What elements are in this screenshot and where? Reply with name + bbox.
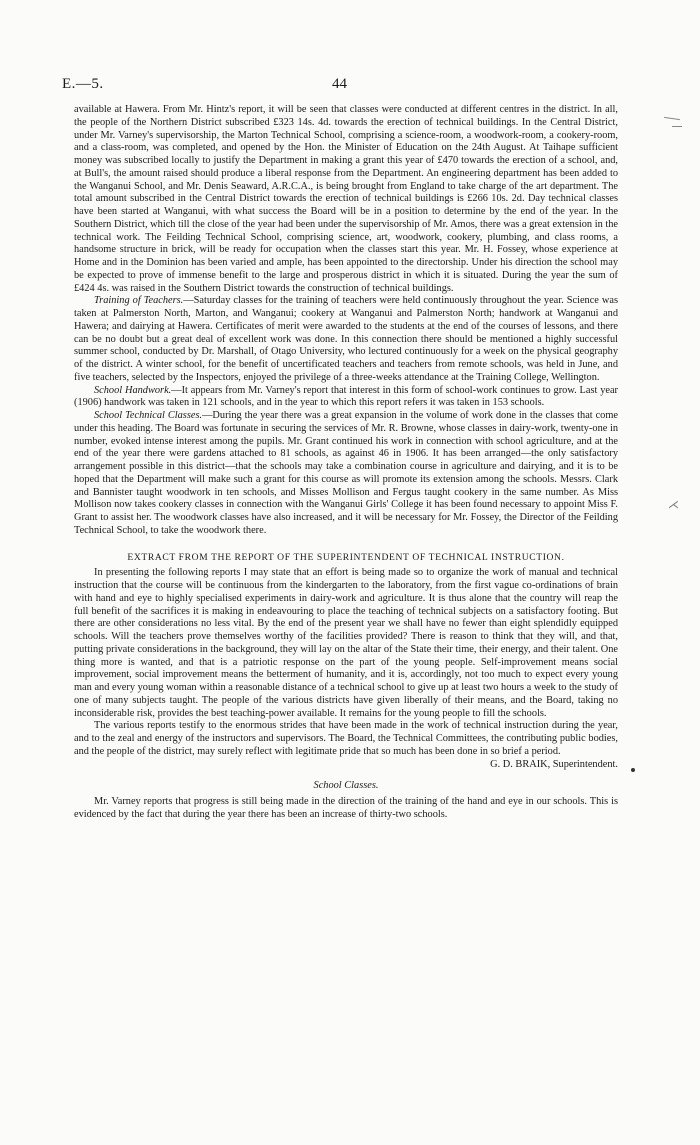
section-title-technical-classes: School Technical Classes. xyxy=(94,410,203,421)
paragraph-school-handwork xyxy=(74,385,618,411)
page-header xyxy=(62,76,632,96)
extract-heading: EXTRACT FROM THE REPORT OF THE SUPERINTENDENT OF TECHNICAL INSTRUCTION. xyxy=(127,551,565,563)
paragraph-text-training: —Saturday classes for the training of teachers were held continuously throughout the year. Science was taken at Palmerston North, Marton, and Wanganui; cookery at Wanganui and Palmerston North; handwork at Wanganui and Hawera; and dairying at Hawera. Certificates of merit were awarded to the students at the end of the courses of lessons, and there can be no doubt but a great deal of excellent work was done. In this connection there should be mentioned a highly successful summer school, conducted by Dr. Marshall, of Otago University, who lectured continuously for a week on the physical geography of the district. A winter school, for the benefit of uncertificated teachers and teachers from remote schools, was held in June, and five teachers, selected by the Inspectors, enjoyed the privilege of a three-weeks attendance at the Training College, Wellington. xyxy=(74,295,618,383)
document-body xyxy=(74,104,618,822)
signature: G. D. BRAIK, Superintendent. xyxy=(490,758,618,770)
paragraph-extract-2: The various reports testify to the enormous strides that have been made in the work of technical instruction during the year, and to the zeal and energy of the instructors and supervisors. The Board, the Technical Committees, the contributing public bodies, and the people of the district, may surely reflect with legitimate pride that so much has been done in so brief a period. xyxy=(74,720,618,757)
margin-mark xyxy=(664,117,680,120)
paragraph-school-classes: Mr. Varney reports that progress is still being made in the direction of the training of the hand and eye in our schools. This is evidenced by the fact that during the year there has been an increase of thirty-two schools. xyxy=(74,796,618,820)
paragraph-technical-classes xyxy=(74,410,618,538)
page-number: 44 xyxy=(332,76,347,92)
paragraph-districts: available at Hawera. From Mr. Hintz's report, it will be seen that classes were conducted at different centres in the district. In all, the people of the Northern District subscribed £323 14s. 4d. towards the erection of technical buildings. In the Central District, under Mr. Varney's supervisorship, the Marton Technical School, comprising a science-room, a woodwork-room, a cookery-room, and a class-room, was completed, and opened by the Hon. the Minister of Education on the 24th August. At Taihape sufficient money was subscribed locally to justify the Department in making a grant this year of £470 towards the erection of a school, and, at Bull's, the amount raised should produce a liberal response from the Department. An engineering department has been added to the Wanganui School, and Mr. Denis Seaward, A.R.C.A., is being brought from England to take charge of the art department. The total amount subscribed in the Central District towards the erection of technical buildings is £266 10s. 2d. Day technical classes have been started at Wanganui, with what success the Board will be in a position to determine by the end of the year. In the Southern District, which till the close of the year had been under the supervisorship of Mr. Amos, there was a great extension in the technical work. The Feilding Technical School, comprising science, art, woodwork, cookery, plumbing, and class rooms, a handsome structure in brick, will be ready for occupation when the classes start this year. Mr. H. Fossey, whose experience at Home and in the Dominion has been varied and ample, has been appointed to the directorship. Under his direction the school may be expected to prove of immense benefit to the large and prosperous district in which it is situated. During the year the sum of £424 4s. was raised in the Southern District towards the construction of technical buildings. xyxy=(74,104,618,294)
paragraph-extract-1: In presenting the following reports I may state that an effort is being made so to organize the work of manual and technical instruction that the course will be continuous from the kindergarten to the laboratory, from the first vague co-ordinations of brain with hand and eye to highly specialised experiments in dairy-work and agriculture. It is thus alone that the country will reap the full benefit of the sacrifices it is making in endeavouring to place the teaching of technical subjects on a satisfactory footing. But there are other considerations no less vital. By the end of the present year we shall have no fewer than eight splendidly equipped schools. Will the teachers prove themselves worthy of the facilities provided? There is reason to think that they will, and that, putting private considerations in the background, they will lay on the altar of the State their time, their energy, and their talent. One thing more is wanted, and that is a patriotic response on the part of the young people. Self-improvement means social improvement, social improvement means the betterment of humanity, and it is, accordingly, not too much to expect every young man and every young woman within a reasonable distance of a technical school to give up at least two hours a week to the study of one of many subjects taught. The people of the various districts have given liberally of their means, and the Board, taking no inconsiderable risk, provides the best teaching-power available. It remains for the young people to fill the schools. xyxy=(74,567,618,719)
margin-mark xyxy=(672,126,682,127)
paragraph-text-technical-classes: —During the year there was a great expansion in the volume of work done in the classes that come under this heading. The Board was fortunate in securing the services of Mr. R. Browne, whose classes in dairy-work, twenty-one in number, evoked intense interest among the pupils. Mr. Grant continued his work in connection with school agriculture, and at the end of the year there were gardens attached to 81 schools, as against 46 in 1906. It has been arranged—the only satisfactory arrangement possible in this district—that the schools may take a combination course in agriculture and dairying, and it is to be hoped that the Department will make such a grant for this course as will promote its extension among the schools. Messrs. Clark and Bannister taught woodwork in ten schools, and Misses Mollison and Fergus taught cookery in the same number. As Miss Mollison now takes cookery classes in connection with the Wanganui Girls' College it has been found necessary to appoint Miss F. Grant to assist her. The woodwork classes have also increased, and it will be necessary for Mr. Fossey, the Director of the Feilding Technical School, to take the woodwork there. xyxy=(74,410,618,536)
margin-arrow-icon: ⋌ xyxy=(668,498,679,511)
report-code: E.—5. xyxy=(62,76,104,92)
school-classes-heading: School Classes. xyxy=(313,780,379,792)
section-title-handwork: School Handwork. xyxy=(94,384,172,396)
section-title-training: Training of Teachers. xyxy=(94,295,184,307)
margin-dot xyxy=(631,768,635,772)
paragraph-training-of-teachers xyxy=(74,295,618,384)
paragraph-text-handwork: —It appears from Mr. Varney's report that interest in this form of school-work continues to grow. Last year (1906) handwork was taken in 121 schools, and in the year to which this report refers it was taken in 153 schools. xyxy=(74,384,618,409)
